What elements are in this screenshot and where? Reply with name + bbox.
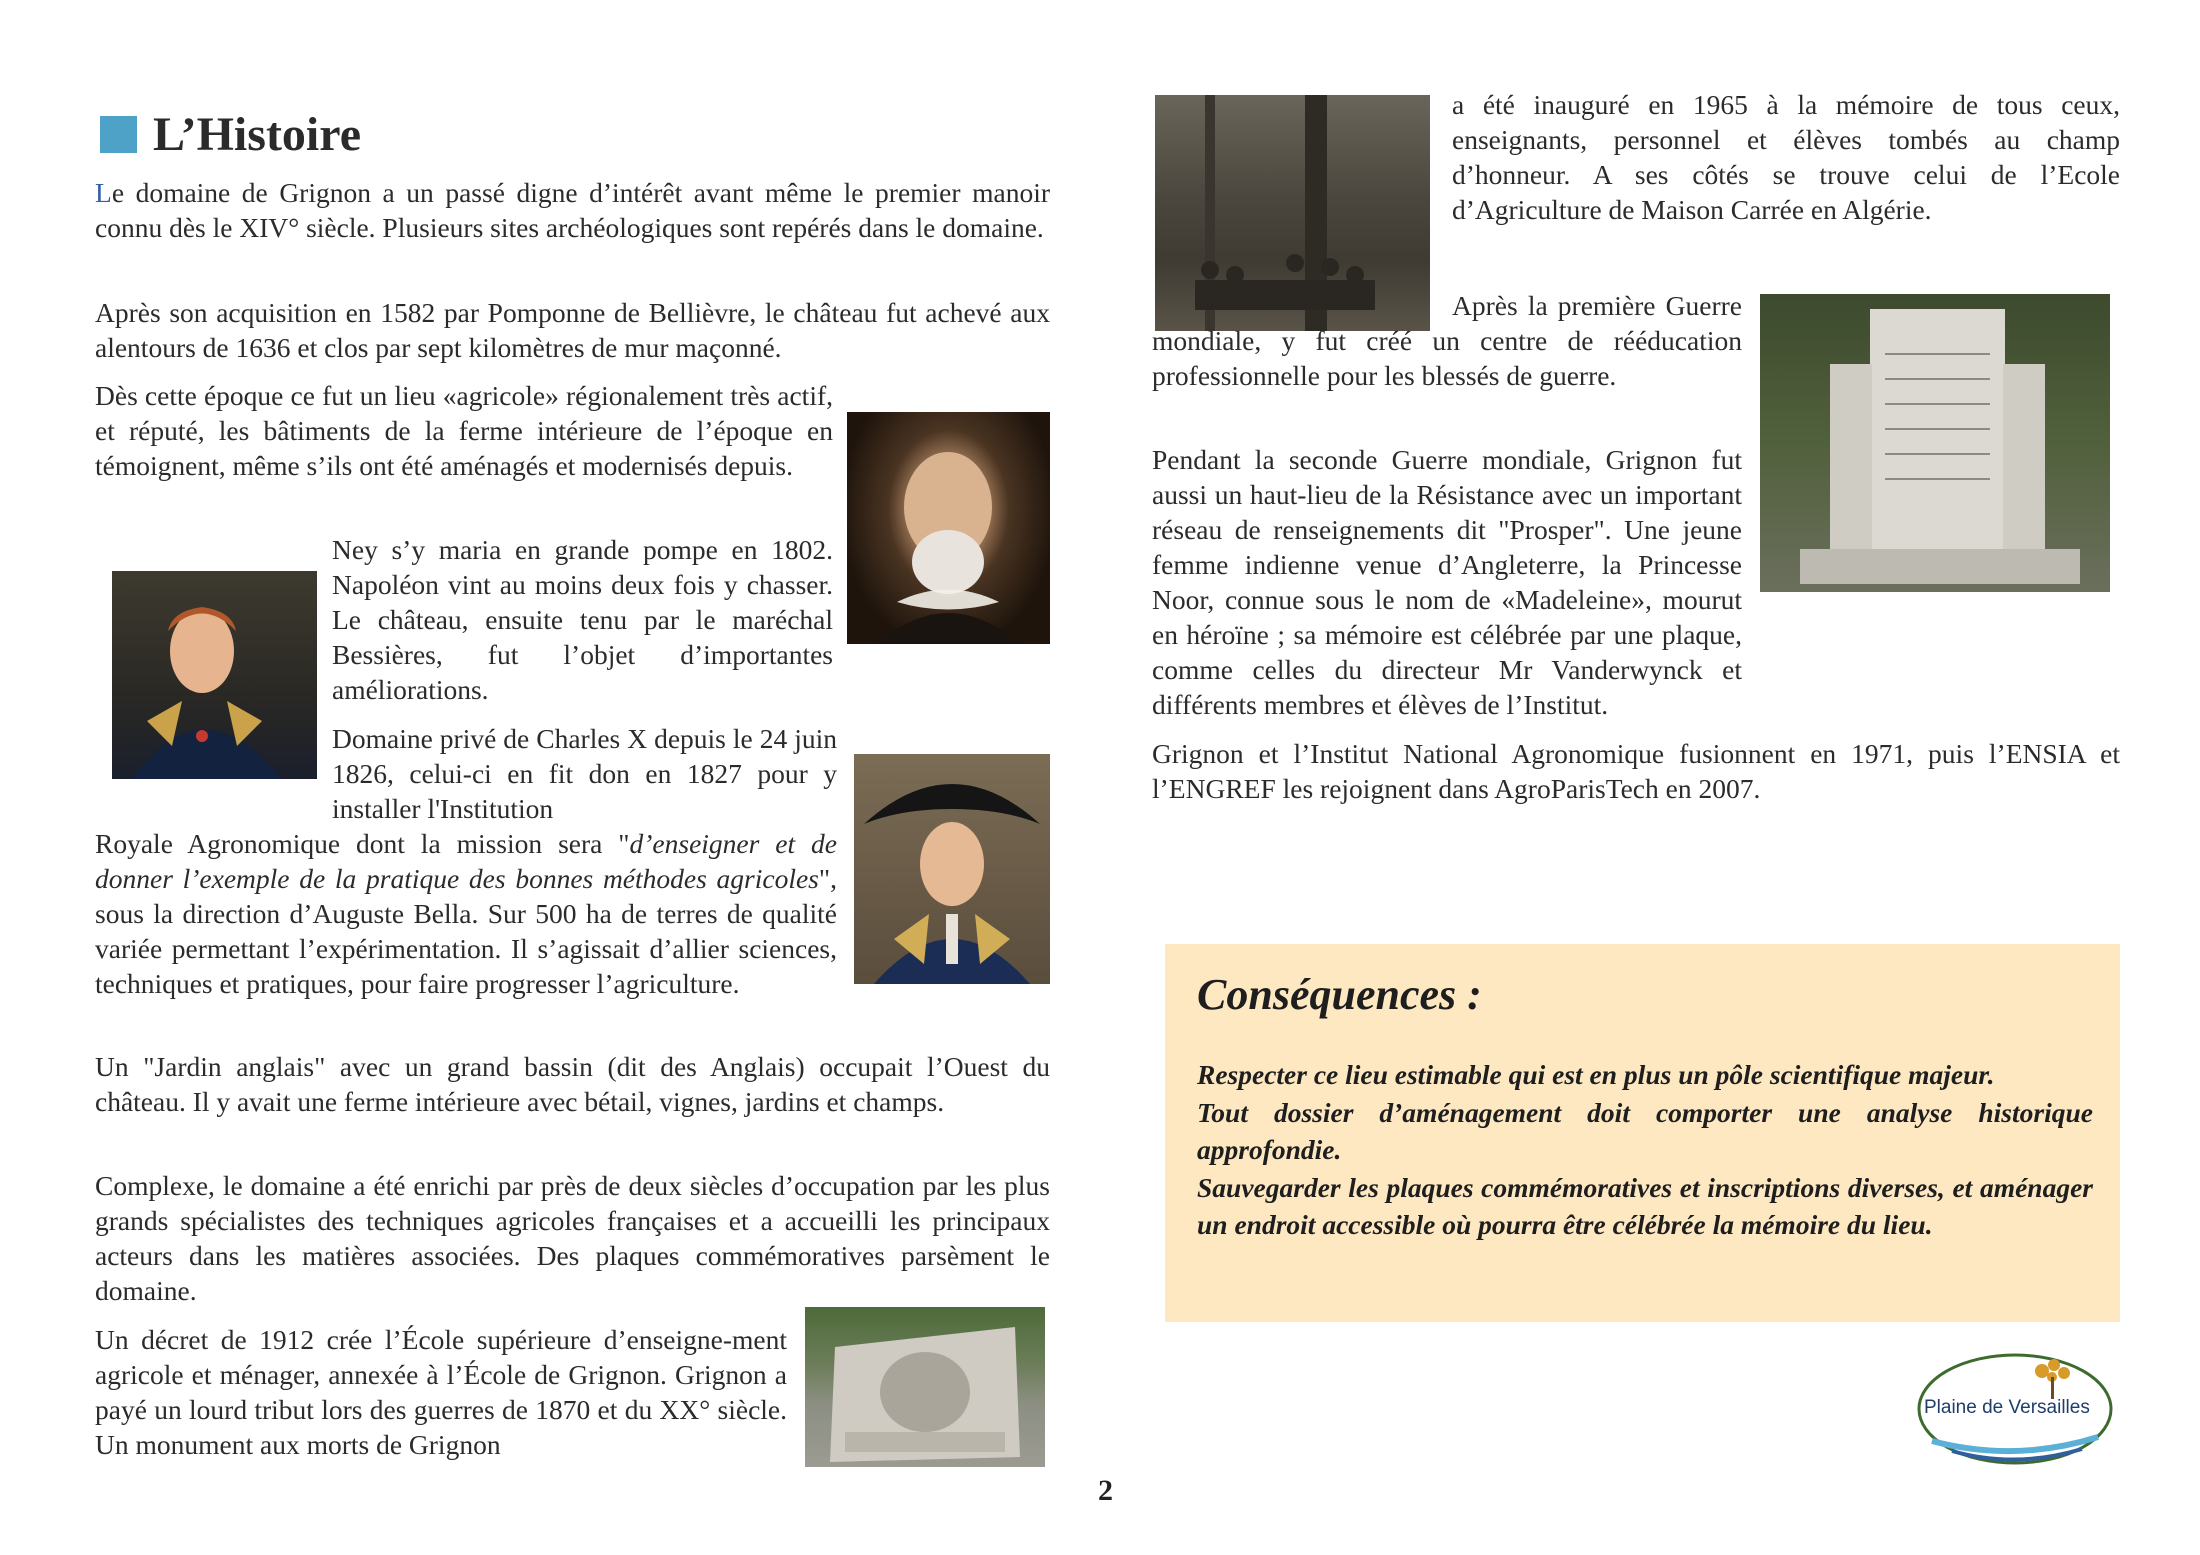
logo-text: Plaine de Versailles bbox=[1924, 1397, 2090, 1418]
photo-memorial-stone-icon bbox=[1760, 294, 2110, 592]
consequences-body bbox=[1197, 1056, 2093, 1244]
paragraph-decret-1912: Un décret de 1912 crée l’École supérieure d’enseigne-ment agricole et ménager, annexée à l’École de Grignon. Grignon a payé un lourd tribut lors des guerres de 1870 et du XX° siècle. Un monument aux morts de Grignon bbox=[95, 1324, 787, 1460]
photo-monument-grignon-icon bbox=[805, 1307, 1045, 1467]
paragraph-agricultural-site: Dès cette époque ce fut un lieu «agricole» régionalement très actif, et réputé, les bâtiments de la ferme intérieure de l’époque en témoignent, même s’ils ont été aménagés et modernisés depuis. bbox=[95, 380, 833, 481]
consequence-line: Sauvegarder les plaques commémoratives et inscriptions diverses, et aménager un endroit accessible où pourra être célébrée la mémoire du lieu. bbox=[1197, 1171, 2093, 1240]
paragraph-ney: Ney s’y maria en grande pompe en 1802. Napoléon vint au moins deux fois y chasser. Le château, ensuite tenu par le maréchal Bessières, fut l’objet d’importantes améliorations. bbox=[332, 534, 833, 705]
page-number: 2 bbox=[1098, 1474, 1113, 1507]
institution-text: Royale Agronomique dont la mission sera " bbox=[95, 828, 630, 859]
page-title: L’Histoire bbox=[153, 108, 362, 161]
consequences-title: Conséquences : bbox=[1197, 970, 1482, 1019]
paragraph-charles-x-a: Domaine privé de Charles X depuis le 24 juin 1826, celui-ci en fit don en 1827 pour y installer l'Institution bbox=[332, 723, 837, 824]
consequence-line: Respecter ce lieu estimable qui est en plus un pôle scientifique majeur. bbox=[1197, 1059, 1995, 1090]
photo-monument-grignon bbox=[805, 1307, 1045, 1467]
drop-initial: L bbox=[95, 177, 112, 208]
paragraph-intro bbox=[95, 175, 1050, 245]
consequence-line: Tout dossier d’aménagement doit comporter une analyse historique approfondie. bbox=[1197, 1096, 2093, 1165]
intro-text: e domaine de Grignon a un passé digne d’intérêt avant même le premier manoir connu dès le XIV° siècle. Plusieurs sites archéologiques sont repérés dans le domaine. bbox=[95, 177, 1050, 243]
institution-text-end: ", sous la direction d’Auguste Bella. Sur 500 ha de terres de qualité variée permettant l’expérimentation. Il s’agissait d’allier sciences, techniques et pratiques, pour faire progresser l’agriculture. bbox=[95, 863, 837, 999]
portrait-ney-icon bbox=[112, 571, 317, 779]
paragraph-monument-1965: a été inauguré en 1965 à la mémoire de tous ceux, enseignants, personnel et élèves tombés au champ d’honneur. A ses côtés se trouve celui de l’Ecole d’Agriculture de Maison Carrée en Algérie. bbox=[1452, 89, 2120, 225]
paragraph-wwii: Pendant la seconde Guerre mondiale, Grignon fut aussi un haut-lieu de la Résistance avec un important réseau de renseignements dit "Prosper". Une jeune femme indienne venue d’Angleterre, la Princesse Noor, connue sous le nom de «Madeleine», mourut en héroïne ; sa mémoire est célébrée par une plaque, comme celles du directeur Mr Vanderwynck et différents membres et élèves de l’Institut. bbox=[1152, 444, 1742, 720]
paragraph-fusion: Grignon et l’Institut National Agronomique fusionnent en 1971, puis l’ENSIA et l’ENGREF les rejoignent dans AgroParisTech en 2007. bbox=[1152, 738, 2120, 804]
portrait-bellievre bbox=[847, 412, 1050, 644]
paragraph-complexe: Complexe, le domaine a été enrichi par près de deux siècles d’occupation par les plus grands spécialistes des techniques agricoles françaises et a accueilli les principaux acteurs dans les matières associées. Des plaques commémoratives parsèment le domaine. bbox=[95, 1170, 1050, 1306]
photo-memorial-stone bbox=[1760, 294, 2110, 592]
mission-quote: d’enseigner et de donner l’exemple de la pratique des bonnes méthodes agricoles bbox=[95, 828, 837, 894]
paragraph-rehabilitation-center: Après la première Guerre mondiale, y fut créé un centre de rééducation professionnelle pour les blessés de guerre. bbox=[1152, 290, 1742, 391]
paragraph-jardin-anglais: Un "Jardin anglais" avec un grand bassin (dit des Anglais) occupait l’Ouest du château. Il y avait une ferme intérieure avec bétail, vignes, jardins et champs. bbox=[95, 1051, 1050, 1117]
paragraph-acquisition: Après son acquisition en 1582 par Pomponne de Bellièvre, le château fut achevé aux alentours de 1636 et clos par sept kilomètres de mur maçonné. bbox=[95, 297, 1050, 363]
portrait-charles-x bbox=[854, 754, 1050, 984]
portrait-ney bbox=[112, 571, 317, 779]
portrait-charles-x-icon bbox=[854, 754, 1050, 984]
portrait-bellievre-icon bbox=[847, 412, 1050, 644]
paragraph-charles-x-b bbox=[95, 826, 837, 1001]
plaine-de-versailles-logo bbox=[1912, 1345, 2118, 1473]
heading-square-icon bbox=[100, 116, 137, 153]
